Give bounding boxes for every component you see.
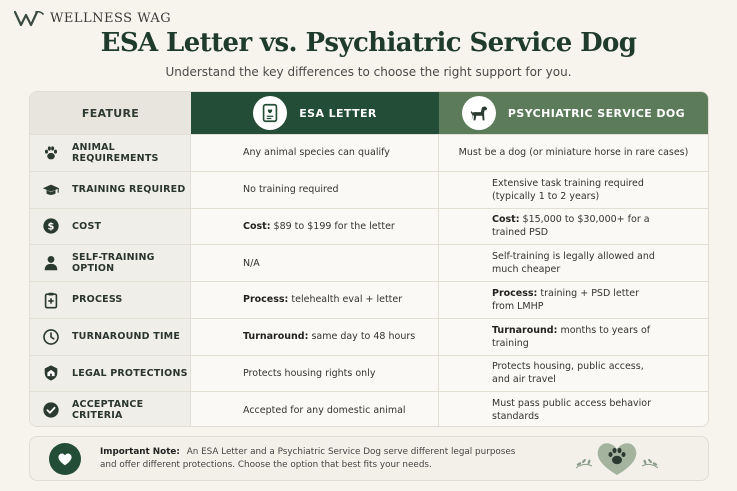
psd-value: Must be a dog (or miniature horse in rare cases): [458, 147, 689, 159]
feature-cell: [30, 356, 191, 392]
svg-text:$: $: [47, 221, 55, 233]
esa-cell: [191, 319, 439, 355]
brand-name: WELLNESS WAG: [50, 10, 172, 26]
esa-value-text: same day to 48 hours: [311, 331, 416, 343]
psd-value-text: $15,000 to $30,000+ for a trained PSD: [492, 214, 650, 239]
psd-value: Protects housing, public access, and air travel: [492, 361, 644, 386]
esa-value: [243, 331, 415, 342]
page-subtitle: Understand the key differences to choose the right support for you.: [165, 65, 572, 79]
psd-value: [492, 324, 662, 350]
psd-value-text: training + PSD letter from LMHP: [492, 287, 639, 312]
psd-value-label: Cost:: [492, 214, 520, 226]
feature-label: LEGAL PROTECTIONS: [72, 367, 188, 379]
esa-value-label: Cost:: [243, 220, 271, 232]
w-logo-icon: [14, 9, 44, 27]
feature-label: ACCEPTANCE CRITERIA: [72, 399, 144, 422]
esa-cell: [191, 392, 439, 427]
esa-value: N/A: [243, 257, 260, 269]
check-circle-icon: [41, 400, 61, 420]
header-esa-label: ESA LETTER: [299, 106, 377, 120]
esa-cell: [191, 356, 439, 392]
psd-value: Self-training is legally allowed and much cheaper: [492, 251, 655, 276]
feature-label: TURNAROUND TIME: [72, 331, 181, 343]
psd-cell: [439, 209, 708, 245]
psd-value: [492, 213, 662, 239]
esa-value-text: $89 to $199 for the letter: [273, 220, 395, 232]
esa-value: Any animal species can qualify: [243, 147, 390, 159]
graduation-cap-icon: [41, 180, 61, 200]
psd-cell: [439, 282, 708, 318]
table-header: [30, 92, 708, 134]
clock-icon: [41, 327, 61, 347]
dollar-icon: [41, 216, 61, 236]
table-row: [30, 281, 708, 318]
header-psd-label: PSYCHIATRIC SERVICE DOG: [507, 106, 686, 120]
table-row: [30, 391, 708, 427]
psd-value-text: months to years of training: [492, 324, 651, 349]
esa-cell: [191, 135, 439, 171]
feature-label: PROCESS: [72, 294, 123, 306]
dog-icon: [462, 96, 496, 130]
feature-cell: [30, 209, 191, 245]
esa-value: [243, 294, 402, 305]
esa-cell: [191, 245, 439, 281]
table-row: [30, 134, 708, 171]
table-row: [30, 244, 708, 281]
note-body: An ESA Letter and a Psychiatric Service Dog serve different legal purposes and offer different protections. Choose the option that best fits your needs.: [100, 447, 516, 470]
heart-paw-icon: [570, 438, 664, 478]
table-row: [30, 355, 708, 392]
psd-cell: [439, 356, 708, 392]
psd-value-label: Process:: [492, 287, 538, 299]
esa-value-text: telehealth eval + letter: [291, 294, 403, 306]
psd-value-label: Turnaround:: [492, 324, 558, 336]
header-esa: [191, 92, 439, 134]
psd-cell: [439, 172, 708, 208]
feature-cell: [30, 172, 191, 208]
esa-value: Accepted for any domestic animal: [243, 404, 406, 416]
esa-value-label: Process:: [243, 294, 289, 306]
psd-value: [492, 287, 662, 313]
table-row: [30, 171, 708, 208]
psd-value: Must pass public access behavior standards: [492, 398, 652, 423]
note-label: Important Note:: [100, 447, 180, 457]
esa-value: [243, 221, 395, 232]
psd-cell: [439, 135, 708, 171]
psd-cell: [439, 245, 708, 281]
page-title: ESA Letter vs. Psychiatric Service Dog: [100, 28, 637, 58]
brand[interactable]: [14, 9, 171, 27]
header-psd: [439, 92, 708, 134]
table-row: [30, 208, 708, 245]
clipboard-icon: [41, 290, 61, 310]
feature-label: TRAINING REQUIRED: [72, 184, 186, 196]
psd-value: Extensive task training required (typically 1 to 2 years): [492, 177, 644, 202]
feature-cell: [30, 319, 191, 355]
psd-cell: [439, 392, 708, 427]
esa-cell: [191, 172, 439, 208]
note-text: [100, 446, 520, 471]
heart-icon: [49, 443, 81, 475]
house-shield-icon: [41, 363, 61, 383]
esa-cell: [191, 209, 439, 245]
psd-cell: [439, 319, 708, 355]
feature-label: SELF-TRAINING OPTION: [72, 252, 155, 275]
esa-value: Protects housing rights only: [243, 367, 376, 379]
feature-label: ANIMAL REQUIREMENTS: [72, 141, 159, 164]
feature-cell: [30, 245, 191, 281]
feature-cell: [30, 282, 191, 318]
header-feature: FEATURE: [30, 92, 191, 134]
paw-icon: [41, 143, 61, 163]
comparison-table: [29, 91, 709, 427]
person-icon: [41, 253, 61, 273]
feature-cell: [30, 135, 191, 171]
table-row: [30, 318, 708, 355]
feature-cell: [30, 392, 191, 427]
important-note: [29, 436, 709, 481]
document-heart-icon: [253, 96, 287, 130]
feature-label: COST: [72, 220, 102, 232]
esa-value-label: Turnaround:: [243, 331, 309, 343]
esa-value: No training required: [243, 184, 339, 196]
esa-cell: [191, 282, 439, 318]
